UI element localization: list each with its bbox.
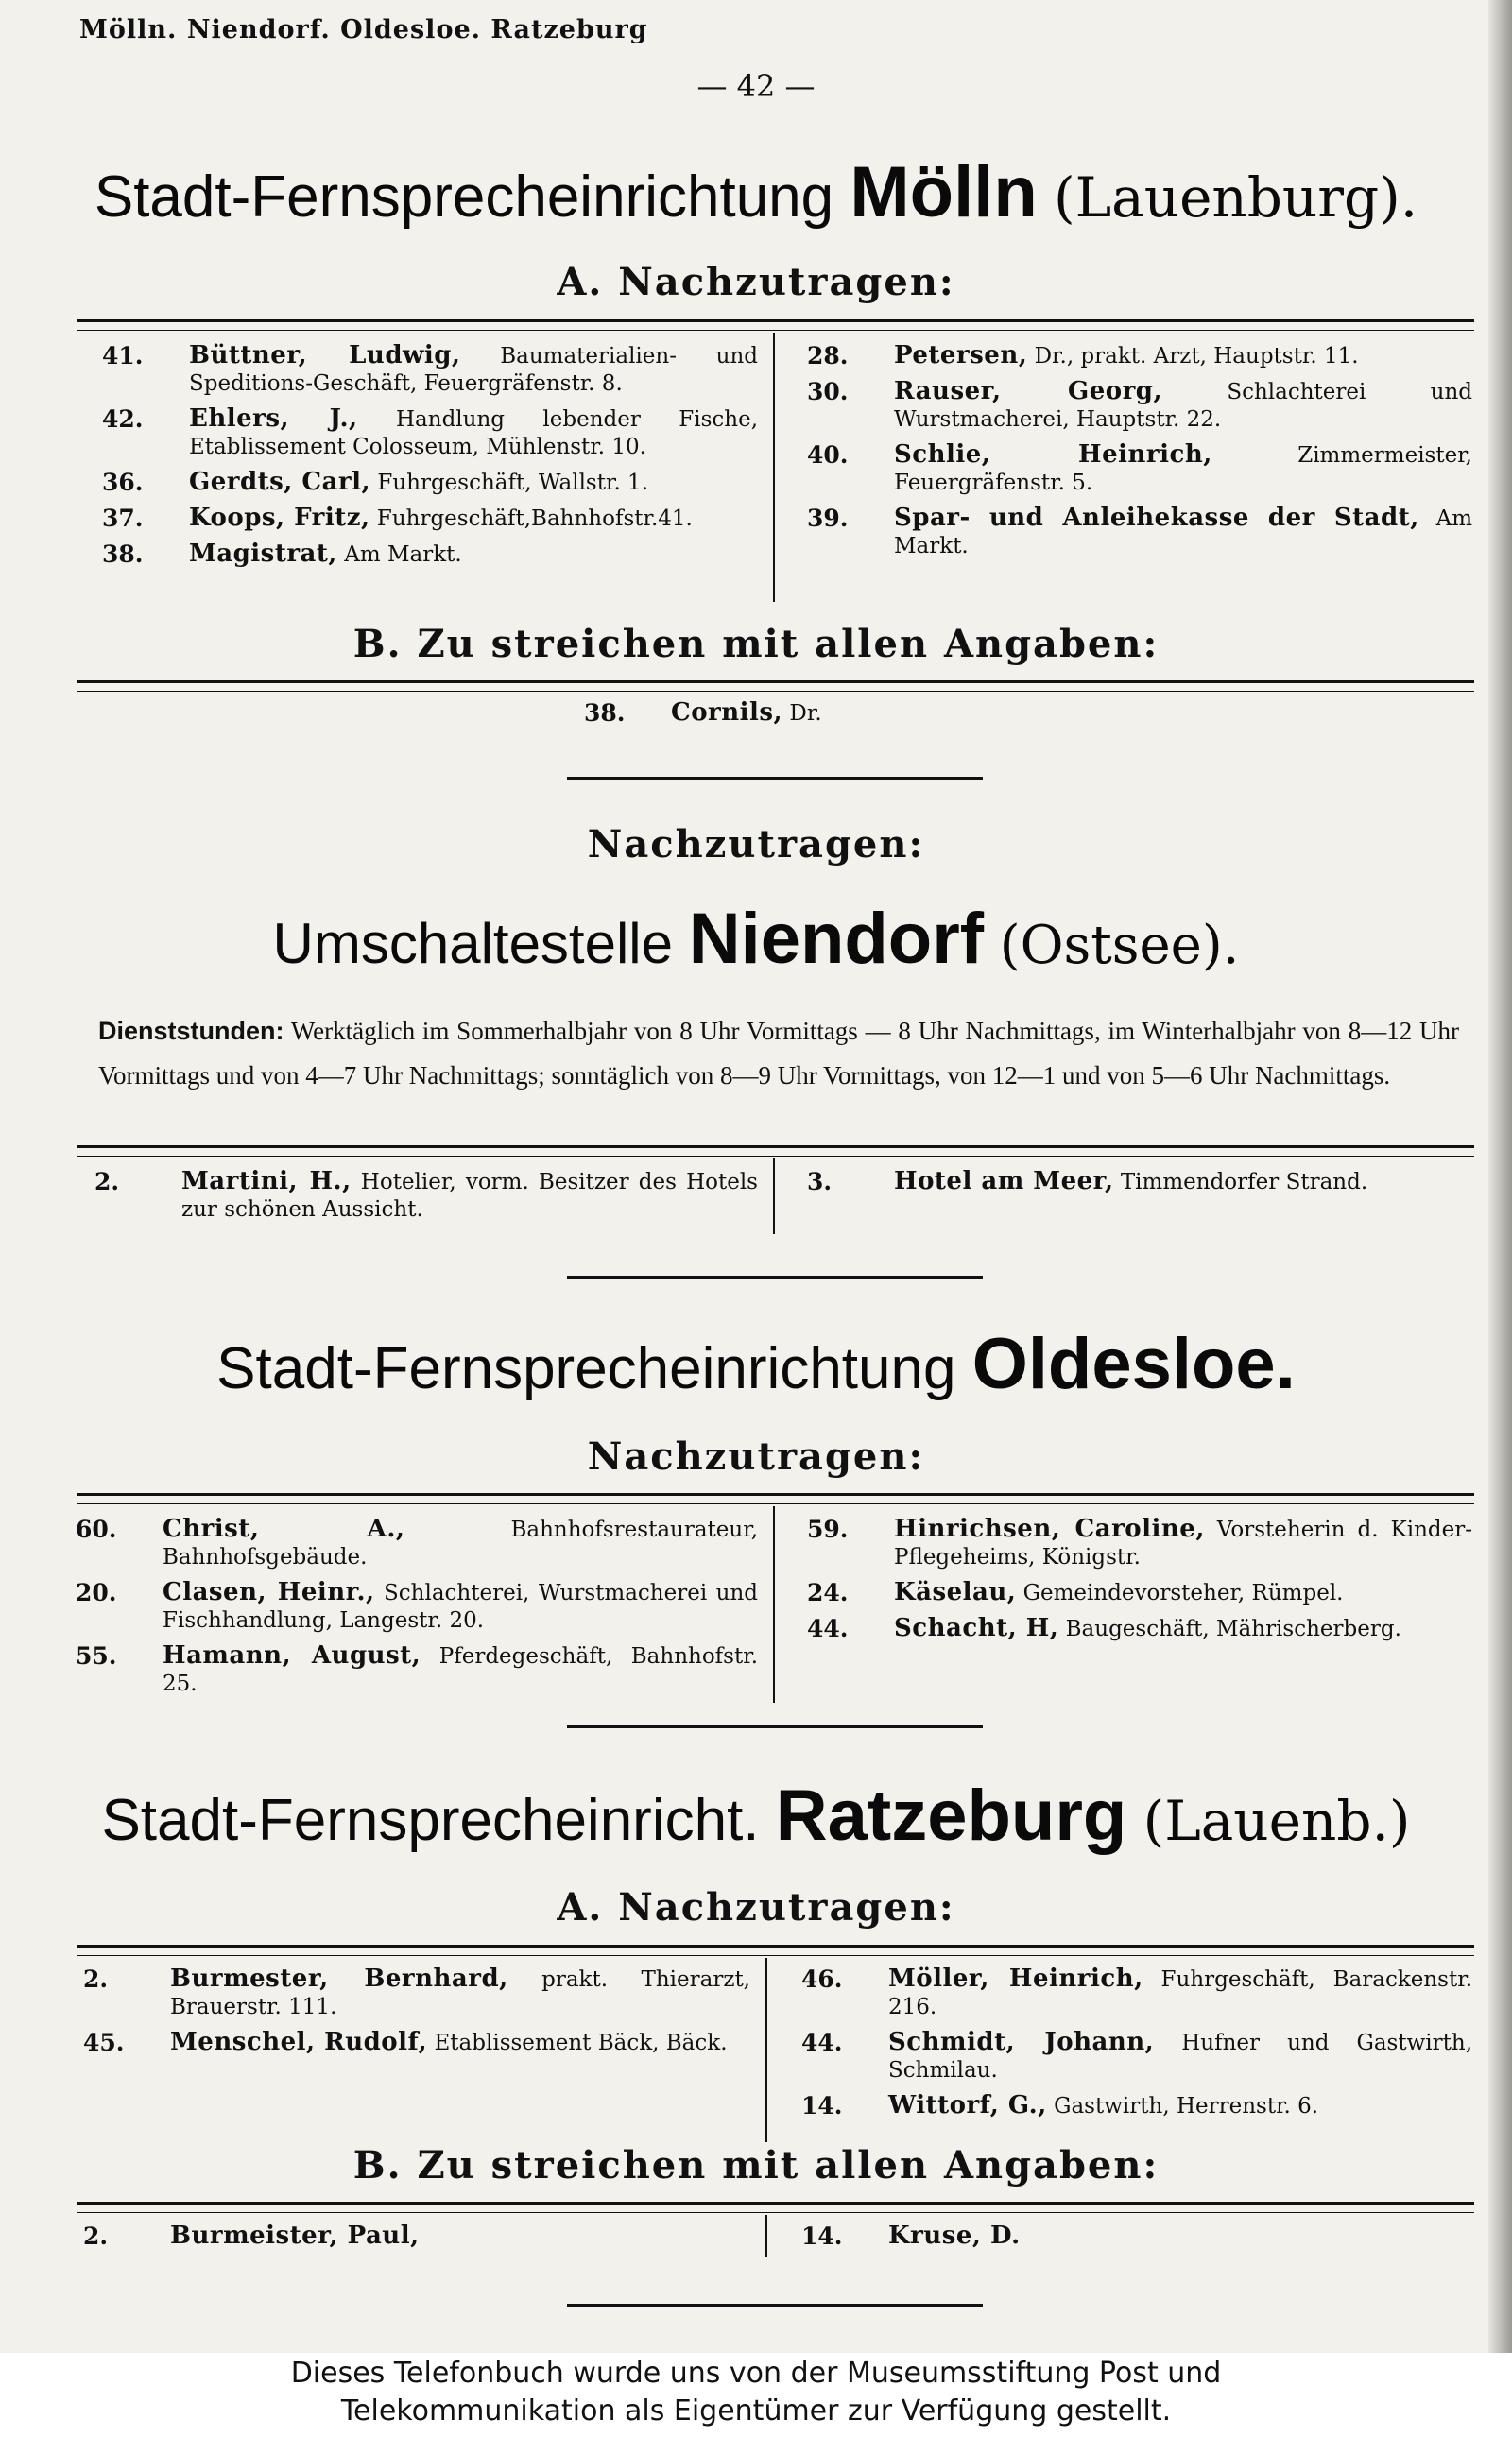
- ratzeburg-right-column: [784, 1965, 1472, 2128]
- entry-name: Spar- und Anleihekasse der Stadt,: [894, 504, 1419, 532]
- ratzeburg-section-b: B. Zu streichen mit allen Angaben:: [352, 2143, 1160, 2188]
- entry-name: Burmeister, Paul,: [170, 2222, 420, 2250]
- entry-description: Dr., prakt. Arzt, Hauptstr. 11.: [1034, 344, 1359, 369]
- niendorf-title: [0, 898, 1512, 980]
- column-divider: [765, 2215, 767, 2257]
- entry-name: Schacht, H,: [894, 1614, 1059, 1642]
- ratzeburg-title-place: Ratzeburg: [775, 1776, 1127, 1856]
- entry-number: 28.: [807, 342, 849, 369]
- oldesloe-title-prefix: Stadt-Fernsprecheinrichtung: [216, 1336, 956, 1401]
- entry-number: 2.: [83, 1965, 109, 1993]
- niendorf-section: Nachzutragen:: [587, 822, 925, 867]
- entry-number: 38.: [584, 699, 626, 727]
- entry-number: 44.: [801, 2029, 843, 2056]
- entry-number: 42.: [102, 405, 144, 433]
- entry-description: Vorsteherin d. Kinder-Pflegeheims, Königstr.: [894, 1518, 1472, 1570]
- moelln-title-region: (Lauenburg).: [1054, 165, 1418, 230]
- ratzeburg-title-region: (Lauenb.): [1143, 1789, 1411, 1853]
- short-rule: [567, 2304, 983, 2307]
- entry-description: Fuhrgeschäft,Bahnhofstr.41.: [376, 506, 693, 531]
- entry-description: Schlachterei und Wurstmacherei, Hauptstr. 22.: [894, 380, 1473, 432]
- entry-description: Pferdegeschäft, Bahnhofstr. 25.: [163, 1644, 759, 1696]
- ratzeburg-left-column: [66, 1965, 750, 2065]
- entry-description: Hotelier, vorm. Besitzer des Hotels zur schönen Aussicht.: [181, 1170, 758, 1222]
- entry-number: 41.: [102, 342, 144, 369]
- footer-line-2: Telekommunikation als Eigentümer zur Verfügung gestellt.: [340, 2394, 1172, 2428]
- rule: [77, 319, 1474, 331]
- entry-name: Hotel am Meer,: [894, 1167, 1114, 1195]
- entry-description: Am Markt.: [894, 506, 1472, 558]
- directory-entry: [790, 1615, 1472, 1643]
- directory-entry: [790, 342, 1472, 370]
- directory-entry: [77, 1168, 758, 1224]
- page-edge-shadow: [1488, 0, 1512, 2353]
- oldesloe-right-column: [790, 1516, 1472, 1651]
- directory-entry: [85, 469, 758, 497]
- directory-entry: [784, 2222, 1472, 2251]
- entry-number: 39.: [807, 505, 849, 532]
- entry-description: Baugeschäft, Mährischerberg.: [1065, 1617, 1401, 1641]
- rule: [77, 2202, 1474, 2213]
- entry-name: Burmester, Bernhard,: [170, 1965, 508, 1993]
- entry-name: Gerdts, Carl,: [189, 468, 371, 496]
- entry-description: Handlung lebender Fische, Etablissement Colosseum, Mühlenstr. 10.: [189, 407, 759, 459]
- entry-description: Etablissement Bäck, Bäck.: [434, 2031, 728, 2055]
- entry-number: 37.: [102, 505, 144, 532]
- column-divider: [773, 1506, 775, 1703]
- directory-entry: [790, 505, 1472, 560]
- entry-name: Kruse, D.: [888, 2222, 1021, 2250]
- moelln-right-column: [790, 342, 1472, 568]
- short-rule: [567, 777, 983, 780]
- entry-description: Baumaterialien- und Speditions-Geschäft, Feuergräfenstr. 8.: [189, 344, 759, 396]
- entry-number: 3.: [807, 1168, 833, 1195]
- niendorf-title-place: Niendorf: [688, 899, 985, 979]
- ratzeburg-section-a: A. Nachzutragen:: [557, 1885, 955, 1930]
- rule: [77, 680, 1474, 692]
- niendorf-title-region: (Ostsee).: [999, 915, 1240, 976]
- entry-number: 46.: [801, 1965, 843, 1993]
- copyright-footer: [0, 2353, 1512, 2437]
- entry-name: Möller, Heinrich,: [888, 1965, 1143, 1993]
- niendorf-title-prefix: Umschaltestelle: [272, 912, 674, 975]
- directory-entry: [790, 1579, 1472, 1607]
- entry-name: Koops, Fritz,: [189, 504, 370, 532]
- entry-number: 60.: [76, 1516, 117, 1543]
- entry-name: Käselau,: [894, 1578, 1017, 1606]
- entry-number: 24.: [807, 1579, 849, 1606]
- entry-name: Hamann, August,: [163, 1641, 421, 1670]
- niendorf-left-column: [77, 1168, 758, 1231]
- oldesloe-section: Nachzutragen:: [587, 1434, 925, 1479]
- entry-name: Hinrichsen, Caroline,: [894, 1515, 1205, 1543]
- moelln-struck-column: [567, 699, 1134, 735]
- page-number: — 42 —: [696, 68, 816, 104]
- entry-number: 30.: [807, 378, 849, 405]
- directory-entry: [784, 2092, 1472, 2120]
- moelln-title-prefix: Stadt-Fernsprecheinrichtung: [94, 164, 834, 230]
- directory-entry: [790, 378, 1472, 434]
- entry-number: 44.: [807, 1615, 849, 1642]
- entry-number: 45.: [83, 2029, 125, 2056]
- moelln-left-column: [85, 342, 758, 576]
- rule: [77, 1145, 1474, 1157]
- entry-description: Gastwirth, Herrenstr. 6.: [1054, 2094, 1319, 2119]
- entry-number: 14.: [801, 2092, 843, 2120]
- directory-entry: [790, 441, 1472, 497]
- niendorf-right-column: [790, 1168, 1472, 1204]
- entry-number: 38.: [102, 541, 144, 568]
- entry-name: Ehlers, J.,: [189, 404, 358, 433]
- rule: [77, 1945, 1474, 1956]
- column-divider: [765, 1958, 767, 2142]
- short-rule: [567, 1276, 983, 1279]
- rule: [77, 1493, 1474, 1504]
- running-head: Mölln. Niendorf. Oldesloe. Ratzeburg: [79, 15, 648, 44]
- ratzeburg-struck-right: [784, 2222, 1472, 2258]
- directory-entry: [59, 1642, 758, 1698]
- oldesloe-left-column: [59, 1516, 758, 1706]
- hours-label: Dienststunden:: [98, 1017, 284, 1045]
- entry-number: 59.: [807, 1516, 849, 1543]
- entry-name: Schmidt, Johann,: [888, 2028, 1155, 2056]
- moelln-section-a: A. Nachzutragen:: [557, 260, 955, 304]
- directory-entry: [59, 1579, 758, 1635]
- moelln-title-place: Mölln: [850, 152, 1038, 232]
- directory-entry: [790, 1168, 1472, 1196]
- directory-entry: [567, 699, 1134, 728]
- entry-name: Clasen, Heinr.,: [163, 1578, 375, 1606]
- entry-description: Fuhrgeschäft, Wallstr. 1.: [377, 471, 649, 495]
- directory-entry: [85, 405, 758, 461]
- niendorf-hours: [98, 1009, 1459, 1098]
- entry-number: 55.: [76, 1642, 117, 1670]
- entry-description: Bahnhofsrestaurateur, Bahnhofsgebäude.: [163, 1518, 758, 1570]
- entry-description: Schlachterei, Wurstmacherei und Fischhandlung, Langestr. 20.: [163, 1581, 758, 1633]
- entry-description: Dr.: [789, 701, 822, 726]
- moelln-title: [0, 151, 1512, 233]
- footer-line-1: Dieses Telefonbuch wurde uns von der Museumsstiftung Post und: [290, 2357, 1222, 2390]
- directory-entry: [85, 505, 758, 533]
- directory-entry: [66, 2029, 750, 2057]
- entry-number: 20.: [76, 1579, 117, 1606]
- short-rule: [567, 1725, 983, 1728]
- ratzeburg-title: [0, 1775, 1512, 1857]
- moelln-section-b: B. Zu streichen mit allen Angaben:: [352, 622, 1160, 666]
- directory-entry: [784, 2029, 1472, 2085]
- entry-description: Fuhrgeschäft, Barackenstr. 216.: [888, 1967, 1473, 2019]
- entry-description: prakt. Thierarzt, Brauerstr. 111.: [170, 1967, 750, 2019]
- entry-number: 36.: [102, 469, 144, 496]
- directory-entry: [790, 1516, 1472, 1571]
- entry-description: Timmendorfer Strand.: [1120, 1170, 1368, 1194]
- entry-name: Büttner, Ludwig,: [189, 341, 461, 369]
- entry-number: 14.: [801, 2222, 843, 2250]
- column-divider: [773, 1158, 775, 1234]
- entry-name: Magistrat,: [189, 540, 337, 568]
- directory-entry: [85, 342, 758, 398]
- oldesloe-title-place: Oldesloe.: [971, 1324, 1296, 1404]
- entry-number: 2.: [83, 2222, 109, 2250]
- oldesloe-title: [0, 1323, 1512, 1405]
- entry-name: Rauser, Georg,: [894, 377, 1163, 405]
- entry-name: Menschel, Rudolf,: [170, 2028, 428, 2056]
- hours-text: Werktäglich im Sommerhalbjahr von 8 Uhr Vormittags — 8 Uhr Nachmittags, im Winterhalbjahr von 8—12 Uhr Vormittags und von 4—7 Uhr Nachmittags; sonntäglich von 8—9 Uhr Vormittags, von 12—1 und von 5—6 Uhr Nachmittags.: [98, 1017, 1459, 1090]
- entry-description: Zimmermeister, Feuergräfenstr. 5.: [894, 443, 1472, 495]
- entry-description: Hufner und Gastwirth, Schmilau.: [888, 2031, 1473, 2083]
- entry-name: Schlie, Heinrich,: [894, 440, 1212, 469]
- entry-name: Christ, A.,: [163, 1515, 405, 1543]
- entry-number: 2.: [94, 1168, 120, 1195]
- entry-name: Wittorf, G.,: [888, 2091, 1047, 2120]
- column-divider: [773, 333, 775, 602]
- directory-entry: [85, 541, 758, 569]
- entry-description: Gemeindevorsteher, Rümpel.: [1022, 1581, 1344, 1605]
- entry-name: Martini, H.,: [181, 1167, 352, 1195]
- entry-description: Am Markt.: [344, 542, 462, 567]
- entry-name: Cornils,: [671, 698, 783, 727]
- directory-entry: [59, 1516, 758, 1571]
- ratzeburg-struck-left: [66, 2222, 750, 2258]
- directory-entry: [784, 1965, 1472, 2021]
- directory-entry: [66, 2222, 750, 2251]
- entry-number: 40.: [807, 441, 849, 469]
- directory-entry: [66, 1965, 750, 2021]
- entry-name: Petersen,: [894, 341, 1028, 369]
- ratzeburg-title-prefix: Stadt-Fernsprecheinricht.: [101, 1788, 760, 1853]
